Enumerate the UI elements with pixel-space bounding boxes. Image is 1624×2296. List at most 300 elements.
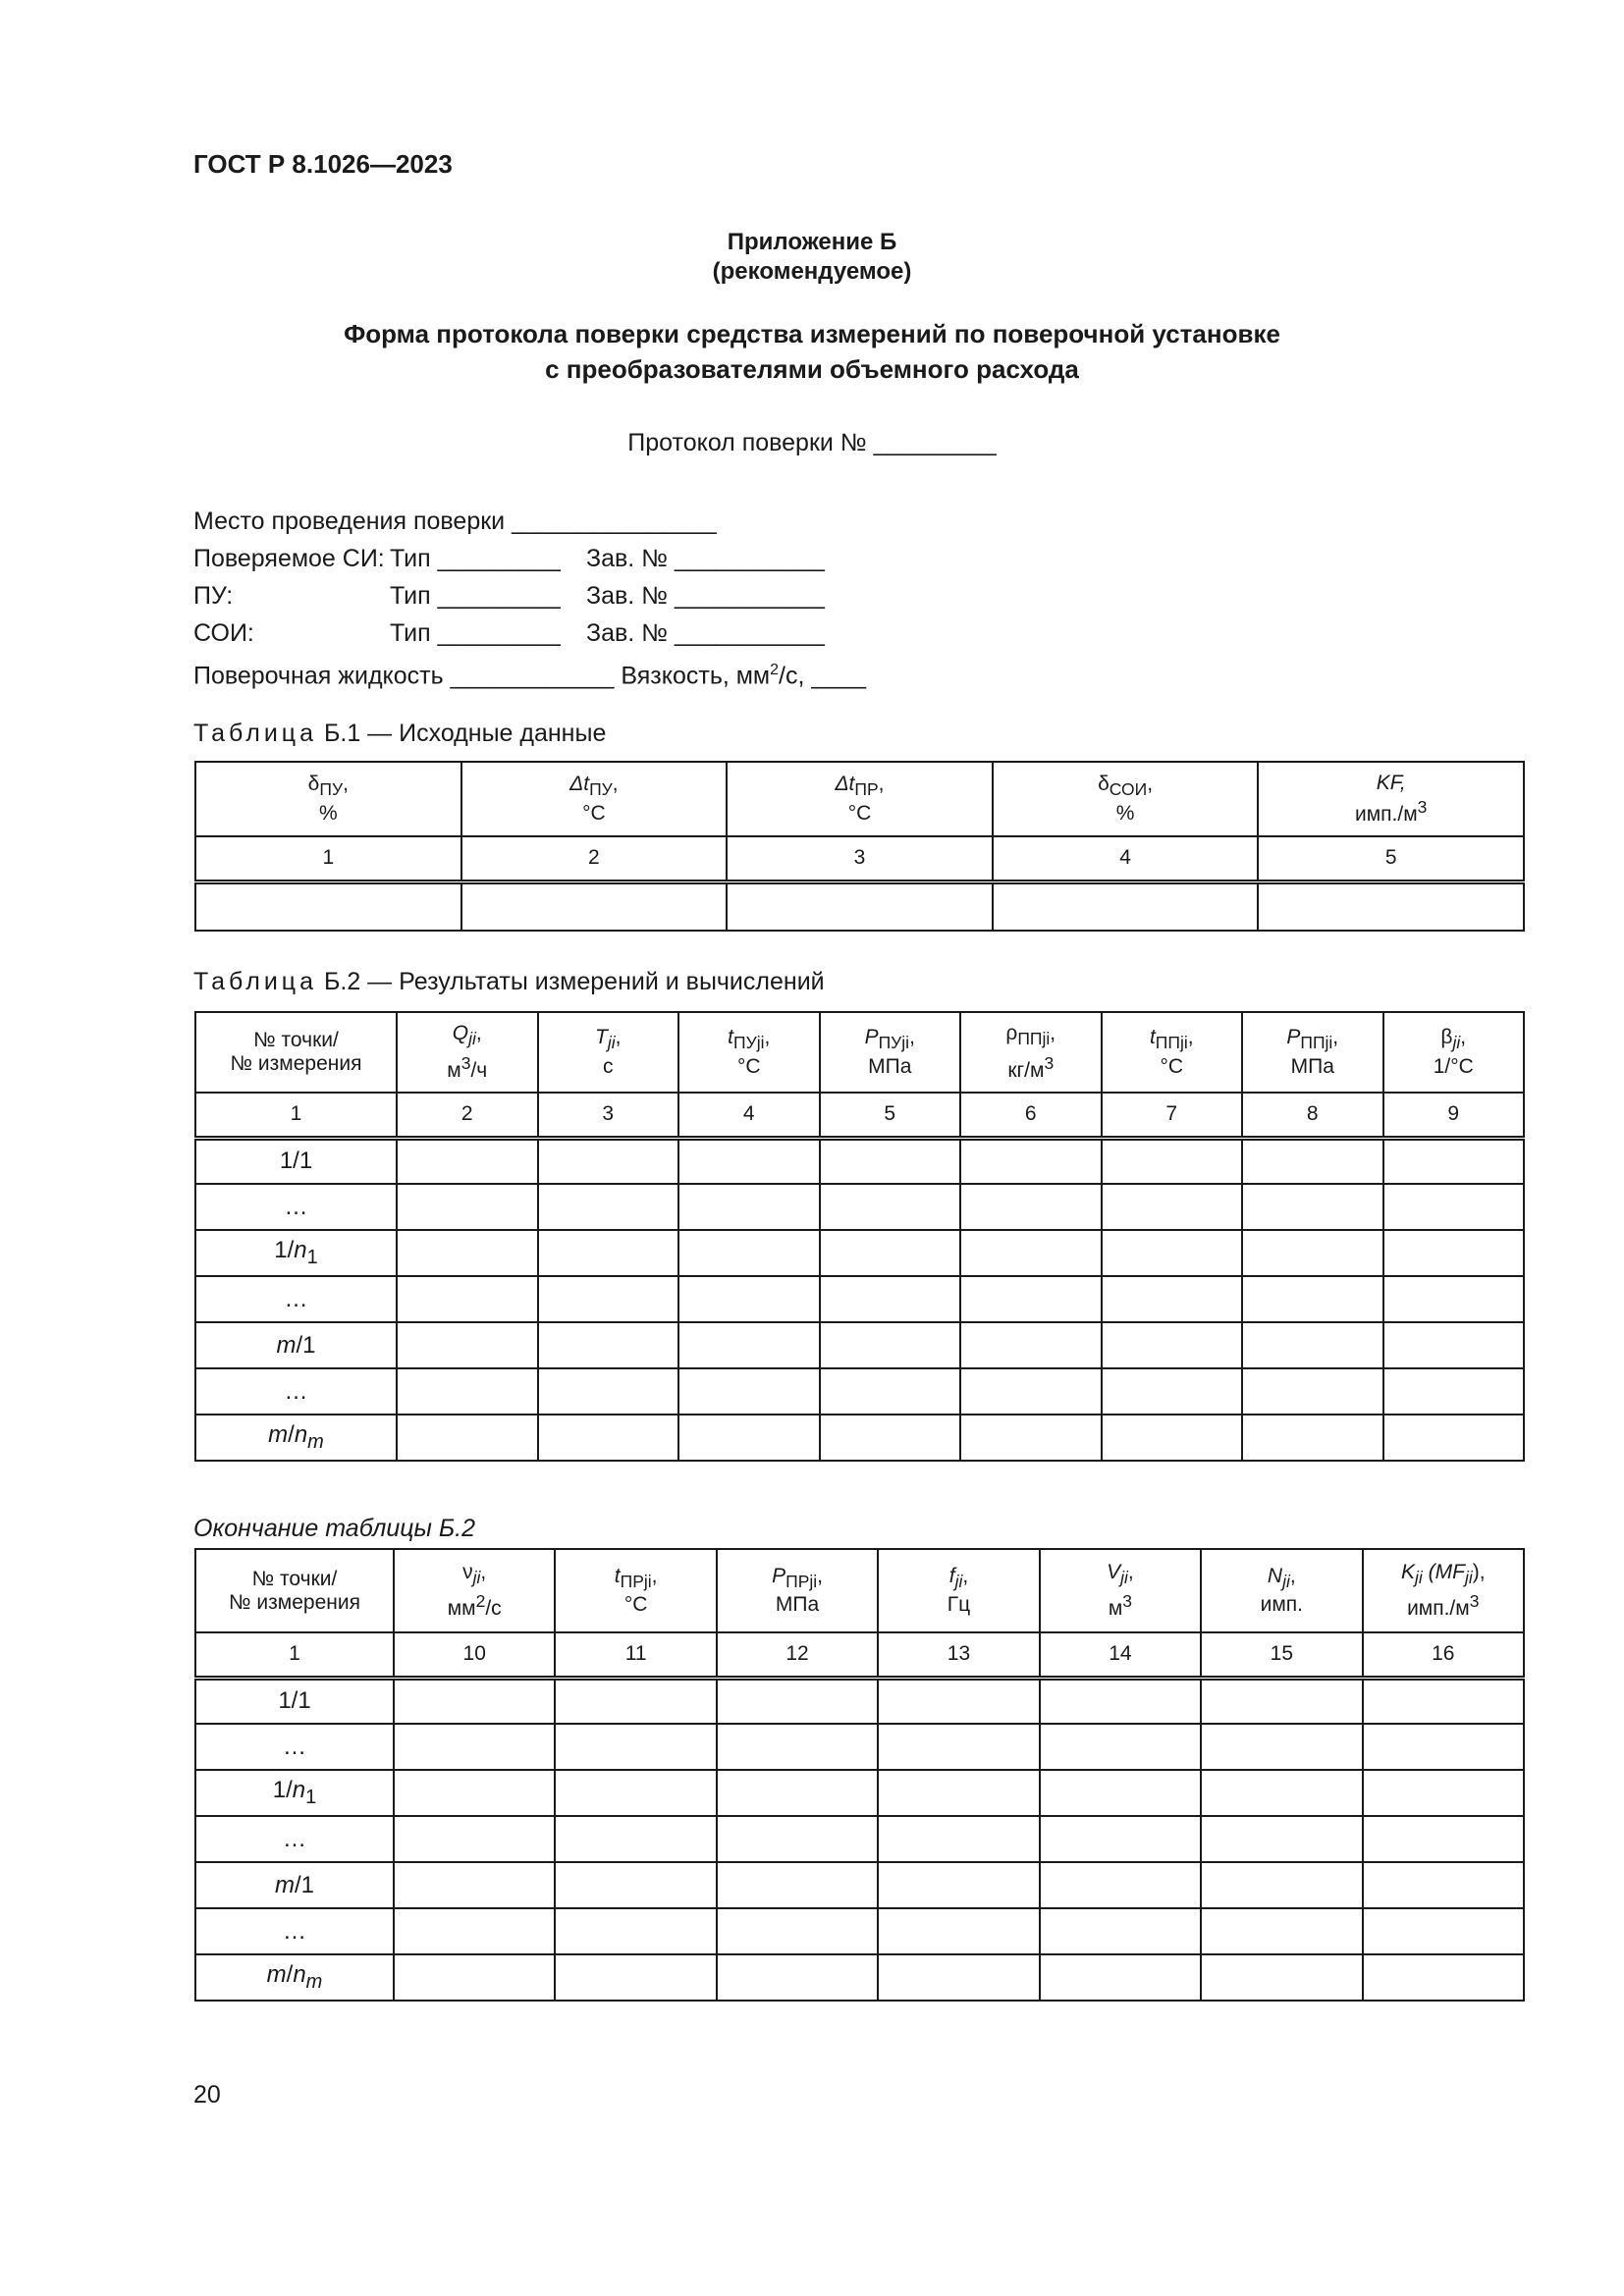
header-unit: °С (1160, 1054, 1184, 1078)
header-symbol: P (1286, 1026, 1301, 1049)
table3-header-cell: $P_{ПРji}$, МПа (717, 1549, 878, 1632)
table-cell (555, 1954, 716, 2001)
table-cell (1242, 1138, 1383, 1184)
page-number: 20 (193, 2081, 221, 2109)
table-cell (717, 1908, 878, 1954)
header-unit: °С (847, 801, 872, 825)
table-cell (394, 1724, 555, 1770)
column-number: 13 (878, 1632, 1039, 1678)
row-label: $m/n_m$ (195, 1954, 394, 2001)
table-cell (1363, 1954, 1524, 2001)
table-cell (678, 1415, 820, 1461)
row-label: 1/1 (195, 1138, 397, 1184)
table-cell (878, 1908, 1039, 1954)
row-label: $1/n_1$ (195, 1770, 394, 1816)
table-cell (820, 1230, 961, 1276)
header-unit: °С (623, 1593, 648, 1617)
table-cell (1242, 1184, 1383, 1230)
field-liquid-row (193, 652, 979, 689)
table-cell (555, 1862, 716, 1908)
header-subscript: ji (1415, 1568, 1423, 1588)
table-cell (1201, 1862, 1362, 1908)
header-symbol: Δt (835, 773, 855, 796)
header-symbol: ρ (1005, 1022, 1018, 1045)
table-cell (820, 1415, 961, 1461)
table-cell (678, 1276, 820, 1322)
table-cell (1383, 1276, 1525, 1322)
header-symbol: δ (307, 773, 320, 796)
appendix-subtitle: (рекомендуемое) (712, 258, 912, 285)
table-cell (1201, 1724, 1362, 1770)
table-cell (960, 1415, 1102, 1461)
table2-caption-lead: Таблица (193, 968, 318, 995)
table-row (195, 1276, 1524, 1322)
column-number: 8 (1242, 1093, 1383, 1138)
table-cell (538, 1415, 679, 1461)
field-si-type: Тип _________ (390, 545, 561, 572)
table-cell (1363, 1678, 1524, 1724)
header-subscript: ji (1120, 1568, 1128, 1588)
table1-header-cell (1258, 762, 1524, 836)
table-row (195, 1770, 1524, 1816)
header-symbol: KF, (1376, 772, 1406, 794)
table3-header-cell: $f_{ji}$, Гц (878, 1549, 1039, 1632)
table-cell (820, 1276, 961, 1322)
table-cell (394, 1678, 555, 1724)
table-cell (960, 1276, 1102, 1322)
header-symbol: T (595, 1026, 608, 1049)
table-row (195, 1678, 1524, 1724)
table2-header-cell: $\rho_{ППji}$, $кг/м^3$ (960, 1012, 1102, 1093)
table-cell (1040, 1816, 1201, 1862)
table3-caption: Окончание таблицы Б.2 (193, 1515, 475, 1542)
column-number: 2 (461, 836, 728, 881)
table-cell (1040, 1770, 1201, 1816)
table-cell (1201, 1908, 1362, 1954)
column-number: 1 (195, 836, 461, 881)
header-symbol: P (864, 1026, 879, 1049)
table-cell (555, 1908, 716, 1954)
header-symbol: Δt (569, 773, 590, 796)
row-label: … (195, 1908, 394, 1954)
table1-data-row (195, 881, 1524, 931)
table-cell (1102, 1322, 1243, 1368)
table1-caption (193, 720, 606, 748)
table-cell (195, 881, 461, 931)
row-label: 1/1 (195, 1678, 394, 1724)
column-number: 10 (394, 1632, 555, 1678)
table-cell (1383, 1368, 1525, 1415)
table-cell (717, 1678, 878, 1724)
table-cell (717, 1954, 878, 2001)
table-cell (878, 1678, 1039, 1724)
table-cell (555, 1816, 716, 1862)
table-cell (1242, 1230, 1383, 1276)
header-unit: мм (447, 1597, 476, 1621)
table2-header-cell: $P_{ППji}$, МПа (1242, 1012, 1383, 1093)
row-label: … (195, 1368, 397, 1415)
column-number: 3 (538, 1093, 679, 1138)
header-unit: °С (736, 1054, 761, 1078)
table-row (195, 1184, 1524, 1230)
table-cell (717, 1816, 878, 1862)
column-number: 9 (1383, 1093, 1525, 1138)
table3-header-row (195, 1549, 1524, 1632)
table-cell (1363, 1724, 1524, 1770)
table-cell (1201, 1816, 1362, 1862)
header-subscript: ji (607, 1033, 616, 1053)
header-symbol: t (1149, 1026, 1156, 1049)
table-cell (1363, 1862, 1524, 1908)
table-row (195, 1138, 1524, 1184)
table-row (195, 1908, 1524, 1954)
header-symbol: V (1107, 1560, 1121, 1583)
table3-header-cell: $N_{ji}$, имп. (1201, 1549, 1362, 1632)
row-label: m/1 (195, 1862, 394, 1908)
table-cell (678, 1322, 820, 1368)
header-measurement: № измерения (229, 1590, 360, 1614)
table2-header-cell: $T_{ji}$, с (538, 1012, 679, 1093)
header-subscript: ПР (854, 779, 879, 800)
table-cell (878, 1816, 1039, 1862)
table3-header-cell: $t_{ПРji}$, °С (555, 1549, 716, 1632)
header-subscript: ПРji (785, 1572, 818, 1592)
table-cell (397, 1368, 538, 1415)
column-number: 14 (1040, 1632, 1201, 1678)
table-cell (878, 1724, 1039, 1770)
table-cell (397, 1138, 538, 1184)
header-unit: МПа (868, 1054, 912, 1078)
table2-header-cell (195, 1012, 397, 1093)
column-number: 16 (1363, 1632, 1524, 1678)
column-number: 4 (678, 1093, 820, 1138)
row-label: … (195, 1816, 394, 1862)
table1-header-cell: $\Delta t_{ПР}$, °С (727, 762, 993, 836)
table-cell (1040, 1862, 1201, 1908)
form-title-line1: Форма протокола поверки средства измерений по поверочной установке (344, 319, 1280, 348)
table-cell (1040, 1724, 1201, 1770)
table-cell (1383, 1138, 1525, 1184)
table-cell (717, 1770, 878, 1816)
table-cell (397, 1415, 538, 1461)
table2-header-cell: $Q_{ji}$, $м^3/ч$ (397, 1012, 538, 1093)
table-cell (1102, 1368, 1243, 1415)
field-place: Место проведения поверки _______________ (193, 507, 717, 535)
field-soi-row (193, 614, 979, 652)
header-unit: МПа (775, 1593, 820, 1617)
column-number: 6 (960, 1093, 1102, 1138)
column-number: 5 (820, 1093, 961, 1138)
table-cell (538, 1184, 679, 1230)
table-cell (727, 881, 993, 931)
column-number: 5 (1258, 836, 1524, 881)
header-point: № точки/ (251, 1567, 338, 1590)
table-cell (555, 1724, 716, 1770)
field-soi-serial: Зав. № ___________ (586, 619, 825, 647)
appendix-heading (0, 228, 1624, 287)
table-cell (820, 1138, 961, 1184)
table3-header-cell (1363, 1549, 1524, 1632)
table2-number-row (195, 1093, 1524, 1138)
table-cell (960, 1322, 1102, 1368)
field-pu-type: Тип _________ (390, 582, 561, 610)
appendix-title: Приложение Б (727, 229, 897, 255)
table-cell (717, 1862, 878, 1908)
header-unit: 1/°С (1433, 1054, 1474, 1078)
table-cell (1242, 1322, 1383, 1368)
table-cell (678, 1184, 820, 1230)
header-unit-sup: 3 (1044, 1052, 1055, 1073)
table1-header-cell: $\delta_{ПУ}$, % (195, 762, 461, 836)
table-cell (394, 1908, 555, 1954)
table2-header-row (195, 1012, 1524, 1093)
field-si-label: Поверяемое СИ: (193, 545, 385, 572)
header-subscript: ji (954, 1572, 963, 1592)
table-cell (394, 1954, 555, 2001)
table-cell (555, 1770, 716, 1816)
table-cell (1363, 1908, 1524, 1954)
header-subscript: ПУji (878, 1033, 910, 1053)
table-cell (1383, 1184, 1525, 1230)
table-cell (717, 1724, 878, 1770)
header-symbol: P (772, 1564, 786, 1587)
header-symbol: K (1400, 1560, 1415, 1583)
row-label: m/1 (195, 1322, 397, 1368)
table-cell (555, 1678, 716, 1724)
field-liquid-text: Поверочная жидкость ____________ Вязкость, мм (193, 662, 771, 690)
header-unit-sup: 3 (460, 1052, 471, 1073)
table3-header-cell (195, 1549, 394, 1632)
table-row (195, 1862, 1524, 1908)
table-cell (960, 1230, 1102, 1276)
header-symbol: ν (462, 1560, 473, 1583)
table-cell (397, 1230, 538, 1276)
table-cell (1383, 1322, 1525, 1368)
table-cell (394, 1770, 555, 1816)
header-symbol: f (948, 1564, 955, 1587)
table1-caption-lead: Таблица (193, 720, 318, 747)
table-cell (960, 1184, 1102, 1230)
table2-caption-text: Б.2 — Результаты измерений и вычислений (323, 968, 825, 995)
header-symbol: δ (1098, 773, 1110, 796)
table-cell (394, 1862, 555, 1908)
table1 (194, 761, 1525, 932)
table-cell (1201, 1678, 1362, 1724)
column-number: 4 (993, 836, 1259, 881)
form-title (0, 316, 1624, 387)
table-cell (820, 1184, 961, 1230)
header-measurement: № измерения (230, 1052, 362, 1075)
header-unit: % (318, 801, 338, 825)
table2-caption (193, 968, 825, 996)
table-cell (1040, 1678, 1201, 1724)
table-cell (1102, 1184, 1243, 1230)
header-unit: имп./м (1407, 1597, 1470, 1621)
column-number: 12 (717, 1632, 878, 1678)
table-cell (1383, 1415, 1525, 1461)
table-cell (678, 1138, 820, 1184)
table2-header-cell: $t_{ПУji}$, °С (678, 1012, 820, 1093)
table-cell (820, 1368, 961, 1415)
table3 (194, 1548, 1525, 2002)
table-cell (878, 1954, 1039, 2001)
table-row (195, 1415, 1524, 1461)
table-cell (1102, 1276, 1243, 1322)
header-symbol-tail: ), (1472, 1560, 1486, 1583)
table-cell (1040, 1908, 1201, 1954)
table-cell (960, 1368, 1102, 1415)
column-number: 3 (727, 836, 993, 881)
field-place-row (193, 503, 979, 540)
column-number: 11 (555, 1632, 716, 1678)
table-cell (397, 1322, 538, 1368)
header-symbol: t (728, 1026, 733, 1049)
header-unit: кг/м (1007, 1058, 1045, 1082)
table-cell (1040, 1954, 1201, 2001)
table-cell (538, 1322, 679, 1368)
table-cell (1242, 1415, 1383, 1461)
table2-header-cell: $P_{ПУji}$, МПа (820, 1012, 961, 1093)
row-label: … (195, 1724, 394, 1770)
table-row (195, 1816, 1524, 1862)
table-cell (1201, 1954, 1362, 2001)
column-number: 2 (397, 1093, 538, 1138)
header-subscript: СОИ (1109, 779, 1148, 800)
header-unit: МПа (1290, 1054, 1334, 1078)
header-subscript: ji (1282, 1572, 1290, 1592)
table-cell (1242, 1276, 1383, 1322)
table-cell (1258, 881, 1524, 931)
column-number: 1 (195, 1632, 394, 1678)
table-cell (1102, 1415, 1243, 1461)
table-cell (394, 1816, 555, 1862)
header-unit-sup: 2 (475, 1591, 486, 1612)
form-title-line2: с преобразователями объемного расхода (545, 354, 1079, 384)
header-unit: % (1115, 801, 1135, 825)
row-label: $m/n_m$ (195, 1415, 397, 1461)
table1-header-cell: $\Delta t_{ПУ}$, °С (461, 762, 728, 836)
table-cell (397, 1276, 538, 1322)
header-unit: имп./м (1354, 803, 1418, 826)
table-row (195, 1322, 1524, 1368)
table3-number-row (195, 1632, 1524, 1678)
field-soi-label: СОИ: (193, 619, 254, 647)
header-unit-tail: /с (485, 1597, 502, 1621)
table-cell (461, 881, 728, 931)
header-unit-tail: /ч (470, 1058, 488, 1082)
table-cell (1363, 1770, 1524, 1816)
field-pu-label: ПУ: (193, 582, 234, 610)
form-fields (193, 503, 979, 689)
header-subscript: ППji (1155, 1033, 1188, 1053)
column-number: 1 (195, 1093, 397, 1138)
row-label: … (195, 1184, 397, 1230)
table-cell (1363, 1816, 1524, 1862)
header-subscript: ji (468, 1029, 476, 1049)
table-row (195, 1724, 1524, 1770)
table-cell (678, 1368, 820, 1415)
header-subscript: ПУji (733, 1033, 765, 1053)
table-cell (1383, 1230, 1525, 1276)
field-liquid-tail: /с, ____ (779, 662, 866, 690)
header-unit: м (447, 1058, 461, 1082)
table-cell (397, 1184, 538, 1230)
header-unit: имп. (1260, 1593, 1303, 1617)
header-subscript: ПУ (589, 779, 613, 800)
table3-header-cell: $\nu_{ji}$, $мм^2/с$ (394, 1549, 555, 1632)
table-cell (1102, 1230, 1243, 1276)
table-row (195, 1368, 1524, 1415)
document-id: ГОСТ Р 8.1026—2023 (193, 149, 453, 179)
table-cell (960, 1138, 1102, 1184)
field-liquid-sup: 2 (770, 662, 780, 678)
table-cell (1242, 1368, 1383, 1415)
table-cell (538, 1368, 679, 1415)
header-subscript: ji (1452, 1033, 1461, 1053)
table-cell (820, 1322, 961, 1368)
table2-header-cell: $t_{ППji}$, °С (1102, 1012, 1243, 1093)
table-cell (538, 1138, 679, 1184)
table-row (195, 1954, 1524, 2001)
table-cell (538, 1230, 679, 1276)
header-point: № точки/ (253, 1029, 339, 1051)
header-unit: °С (582, 801, 606, 825)
table-cell (678, 1230, 820, 1276)
header-subscript: ППji (1017, 1029, 1051, 1049)
column-number: 7 (1102, 1093, 1243, 1138)
field-si-row (193, 540, 979, 577)
header-symbol: β (1440, 1026, 1453, 1049)
field-liquid (193, 652, 866, 694)
table1-header-row (195, 762, 1524, 836)
header-subscript2: ji (1464, 1568, 1473, 1588)
header-unit-sup: 3 (1417, 797, 1428, 817)
header-unit: Гц (947, 1593, 971, 1617)
header-unit: м (1108, 1597, 1123, 1621)
table-cell (1102, 1138, 1243, 1184)
table-cell (993, 881, 1259, 931)
header-subscript: ji (472, 1568, 481, 1588)
field-pu-row (193, 577, 979, 614)
table-cell (538, 1276, 679, 1322)
row-label: … (195, 1276, 397, 1322)
row-label: $1/n_1$ (195, 1230, 397, 1276)
field-pu-serial: Зав. № ___________ (586, 582, 825, 610)
header-symbol-mid: (MF (1422, 1560, 1465, 1583)
field-si-serial: Зав. № ___________ (586, 545, 825, 572)
table-cell (878, 1770, 1039, 1816)
table2-header-cell: $\beta_{ji}$, 1/°С (1383, 1012, 1525, 1093)
header-symbol: Q (452, 1022, 469, 1045)
header-subscript: ПУ (319, 779, 344, 800)
table1-caption-text: Б.1 — Исходные данные (323, 720, 607, 747)
protocol-number: Протокол поверки № _________ (627, 429, 997, 456)
table1-header-cell: $\delta_{СОИ}$, % (993, 762, 1259, 836)
header-unit: с (603, 1054, 614, 1078)
header-symbol: N (1267, 1564, 1283, 1587)
table2 (194, 1011, 1525, 1462)
table-row (195, 1230, 1524, 1276)
table-cell (878, 1862, 1039, 1908)
table1-number-row (195, 836, 1524, 881)
header-unit-sup: 3 (1122, 1591, 1132, 1612)
header-symbol: t (614, 1564, 621, 1587)
header-unit-sup: 3 (1469, 1591, 1480, 1612)
table3-header-cell: $V_{ji}$, $м^3$ (1040, 1549, 1201, 1632)
column-number: 15 (1201, 1632, 1362, 1678)
table-cell (1201, 1770, 1362, 1816)
header-subscript: ПРji (620, 1572, 652, 1592)
